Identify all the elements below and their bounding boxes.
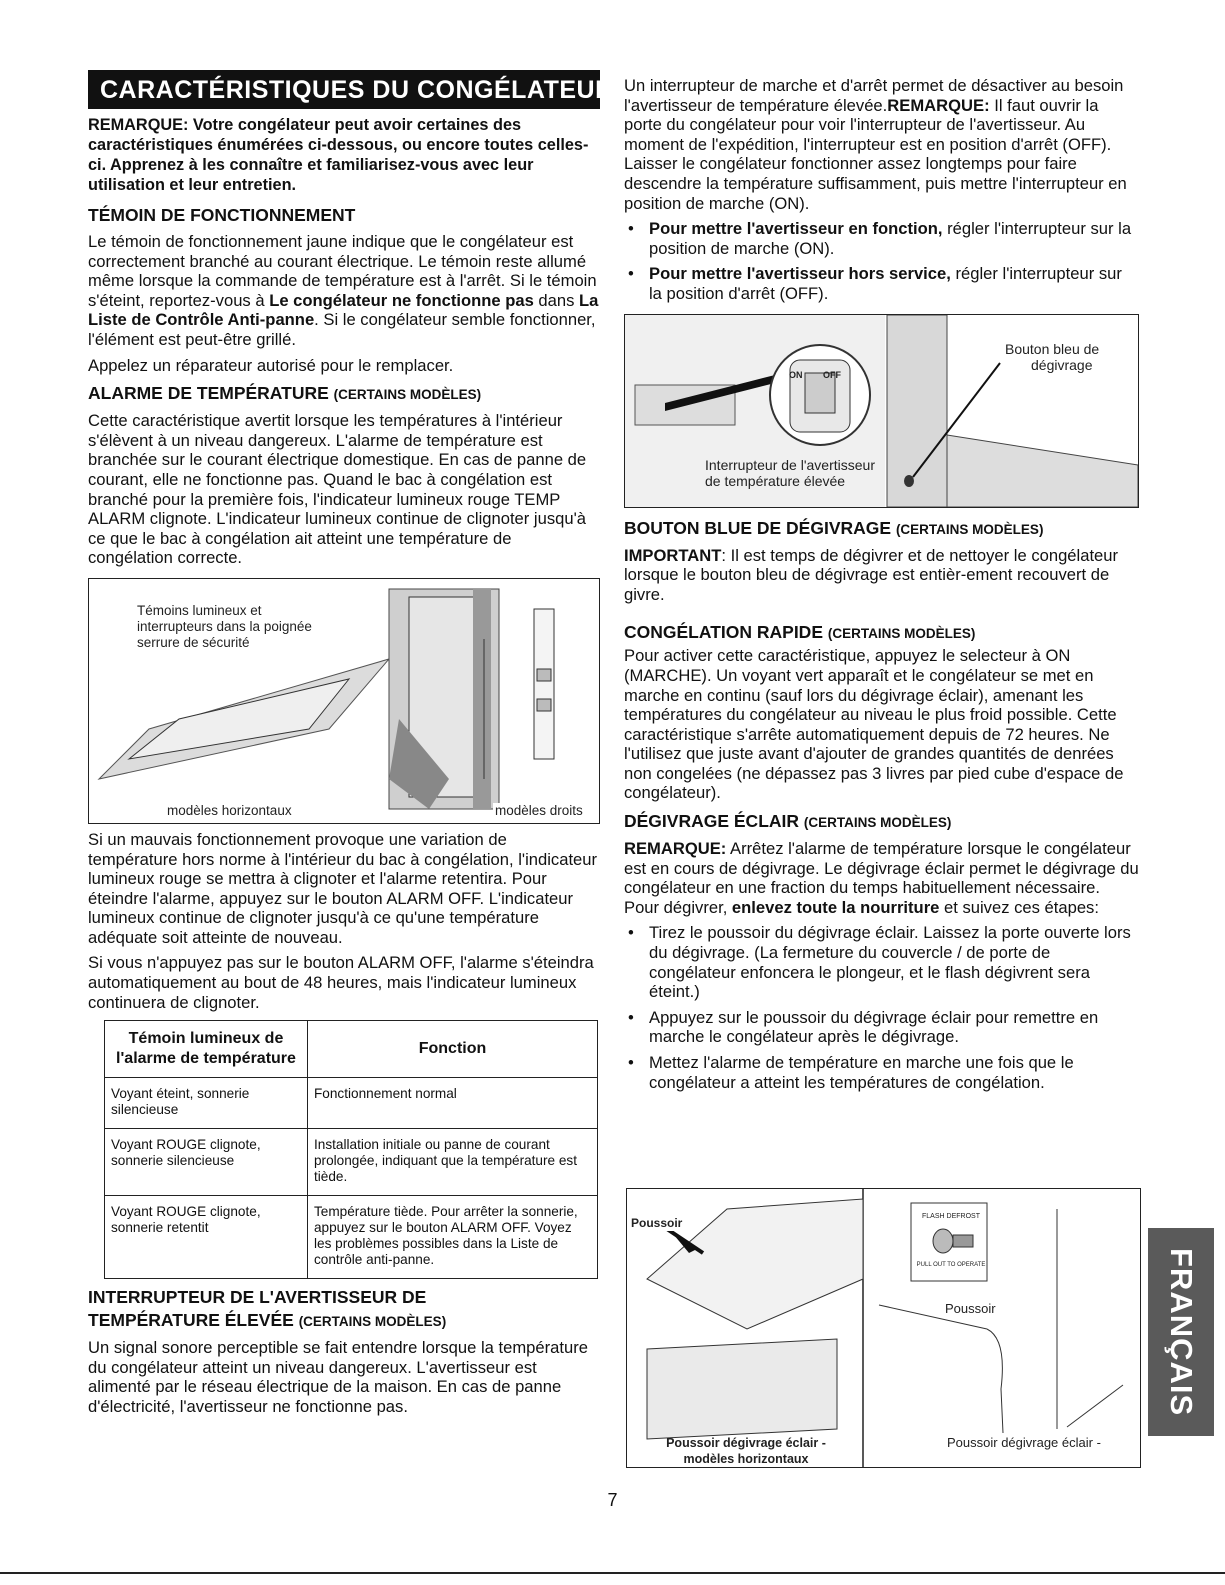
alarme-paragraph-3: Si vous n'appuyez pas sur le bouton ALARM OFF, l'alarme s'éteindra automatiquement au bout de 48 heures, mais l'indicateur lumineux continuera de clignoter. [88,953,594,1012]
poussoir-label-left: Poussoir [631,1216,683,1230]
eclair-paragraph: REMARQUE: Arrêtez l'alarme de température lorsque le congélateur est en cours de dégivrage. Le dégivrage éclair permet le dégivrage du congélateur en une fraction du temps habituellement nécessaire. Pour dégivrer, enlevez toute la nourriture et suivez ces étapes: [624,839,1139,917]
alarm-switch-list [624,219,1139,303]
fig-label-switch: Interrupteur de l'avertisseur [705,456,875,473]
interrupteur-paragraph: Un signal sonore perceptible se fait entendre lorsque la température du congélateur atteint un niveau dangereux. L'avertisseur est alimenté par le réseau électrique de la maison. En cas de panne d'électricité, l'avertisseur ne fonctionne pas. [88,1338,588,1417]
poussoir-label-right: Poussoir [945,1301,996,1316]
temoin-paragraph: Le témoin de fonctionnement jaune indique que le congélateur est correctement branché au courant électrique. Le témoin reste allumé même lorsque la commande de température est à l'arrêt. Si le témoin s'éteint, reportez-vous à Le congélateur ne fonctionne pas dans La Liste de Contrôle Anti-panne. Si le congélateur semble fonctionner, l'élément est peut-être grillé. [88,232,599,349]
table-header-row [105,1021,598,1078]
table-header-indicator: Témoin lumineux de l'alarme de température [105,1021,308,1078]
rapide-paragraph: Pour activer cette caractéristique, appuyez le selecteur à ON (MARCHE). Un voyant vert apparaît et le congélateur se met en marche en continu (sauf lors du dégivrage éclair), amenant les températures du congélateur au niveau le plus froid possible. Cette caractéristique s'arrête automatiquement depuis de 72 heures. Ne l'utilisez que juste avant d'ajouter de grandes quantités de denrées non congelées (ne dépassez pas 3 livres par pied cube d'espace de congélateur). [624,646,1124,803]
language-tab-label: FRANÇAIS [1164,1247,1199,1417]
table-cell: Température tiède. Pour arrêter la sonnerie, appuyez sur le bouton ALARM OFF. Voyez les problèmes possibles dans la Liste de contrôle anti-panne. [308,1196,598,1279]
right-column [624,76,1139,1100]
left-column [88,70,614,1423]
fig-label-blue-button: Bouton bleu de [1005,340,1100,357]
heading-eclair: DÉGIVRAGE ÉCLAIR (CERTAINS MODÈLES) [624,811,952,832]
switch-figure [624,314,1139,508]
heading-rapide: CONGÉLATION RAPIDE (CERTAINS MODÈLES) [624,622,976,643]
page-number: 7 [607,1490,618,1510]
fig-label-switch-2: de température élevée [705,472,846,489]
table-header-function: Fonction [308,1021,598,1078]
caption-horizontal: modèles horizontaux [167,802,292,818]
caption-vertical: modèles droits [495,802,583,818]
section-banner: CARACTÉRISTIQUES DU CONGÉLATEUR [88,70,600,109]
fig-label-2: interrupteurs dans la poignée [137,618,312,634]
panel-flash-defrost: FLASH DEFROST [922,1213,980,1220]
temoin-paragraph-2: Appelez un réparateur autorisé pour le remplacer. [88,355,454,375]
heading-interrupteur-2: TEMPÉRATURE ÉLEVÉE (CERTAINS MODÈLES) [88,1310,447,1331]
list-item: • Mettez l'alarme de température en marche une fois que le congélateur a atteint les températures de congélation. [624,1053,1139,1092]
defrost-illustration [627,1189,1140,1467]
alarme-paragraph-2: Si un mauvais fonctionnement provoque une variation de température hors norme à l'intérieur du bac à congélation, l'indicateur lumineux rouge se mettra à clignoter et l'alarme retentira. Pour éteindre l'alarme, appuyez sur le bouton ALARM OFF. L'indicateur lumineux continue de clignoter jusqu'à ce qu'une température adéquate soit atteinte de nouveau. [88,829,598,947]
intro-note: REMARQUE: Votre congélateur peut avoir certaines des caractéristiques énumérées ci-dessous, ou encore toutes celles-ci. Apprenez à les connaître et familiarisez-vous avec leur utilisation et leur entretien. [88,116,589,194]
list-item: • Appuyez sur le poussoir du dégivrage éclair pour remettre en marche le congélateur après le dégivrage. [624,1008,1139,1047]
table-row [105,1078,598,1129]
alarme-paragraph-1: Cette caractéristique avertit lorsque les températures à l'intérieur s'élèvent à un niveau dangereux. L'alarme de température est branchée sur le courant électrique domestique. En cas de panne de courant, elle ne fonctionne pas. Quand le bac à congélation est branché pour la première fois, l'indicateur lumineux rouge TEMP ALARM clignote. L'indicateur lumineux continue de clignoter jusqu'à ce que le bac à congélation ait atteint une température de congélation correcte. [88,411,587,568]
list-item: • Tirez le poussoir du dégivrage éclair. Laissez la porte ouverte lors du dégivrage. (La fermeture du couvercle / de porte de congélateur enfoncera le plongeur, et le flash dégivrent sera éteint.) [624,923,1139,1001]
table-cell: Voyant ROUGE clignote, sonnerie silencieuse [105,1129,308,1196]
heading-temoin: TÉMOIN DE FONCTIONNEMENT [88,205,356,225]
eclair-steps [624,923,1139,1092]
table-cell: Voyant éteint, sonnerie silencieuse [105,1078,308,1129]
right-intro: Un interrupteur de marche et d'arrêt permet de désactiver au besoin l'avertisseur de température élevée.REMARQUE: Il faut ouvrir la porte du congélateur pour voir l'interrupteur de l'avertisseur. Au moment de l'expédition, l'interrupteur est en position d'arrêt (OFF). Laisser le congélateur fonctionner assez longtemps pour faire descendre la température suffisamment, puis mettre l'interrupteur en position de marche (ON). [624,76,1127,213]
table-cell: Voyant ROUGE clignote, sonnerie retentit [105,1196,308,1279]
bottom-rule [0,1572,1225,1574]
heading-alarme: ALARME DE TEMPÉRATURE (CERTAINS MODÈLES) [88,383,482,404]
table-row [105,1196,598,1279]
panel-off-label: OFF [823,369,842,380]
defrost-caption-left-2: modèles horizontaux [683,1452,809,1466]
panel-pull-out: PULL OUT TO OPERATE [916,1262,986,1268]
list-item: • Pour mettre l'avertisseur en fonction, régler l'interrupteur sur la position de marche (ON). [624,219,1139,258]
defrost-caption-right: Poussoir dégivrage éclair - [947,1435,1101,1450]
fig-label-3: serrure de sécurité [137,634,250,650]
alarm-table [104,1020,598,1279]
fig-label-blue-button-2: dégivrage [1031,356,1093,373]
table-cell: Fonctionnement normal [308,1078,598,1129]
heading-bouton: BOUTON BLUE DE DÉGIVRAGE (CERTAINS MODÈLES) [624,517,1044,538]
language-tab [1148,1228,1214,1436]
heading-interrupteur: INTERRUPTEUR DE L'AVERTISSEUR DE [88,1287,427,1308]
defrost-caption-left-1: Poussoir dégivrage éclair - [666,1436,826,1450]
alarm-figure [88,578,600,824]
defrost-figure [626,1188,1141,1468]
table-cell: Installation initiale ou panne de courant prolongée, indiquant que la température est tiède. [308,1129,598,1196]
bouton-paragraph: IMPORTANT: Il est temps de dégivrer et de nettoyer le congélateur lorsque le bouton bleu de dégivrage est entièr-ement recouvert de givre. [624,545,1119,604]
list-item: • Pour mettre l'avertisseur hors service, régler l'interrupteur sur la position d'arrêt (OFF). [624,264,1139,303]
table-row [105,1129,598,1196]
fig-label-1: Témoins lumineux et [137,602,262,618]
panel-on-label: ON [789,369,803,380]
